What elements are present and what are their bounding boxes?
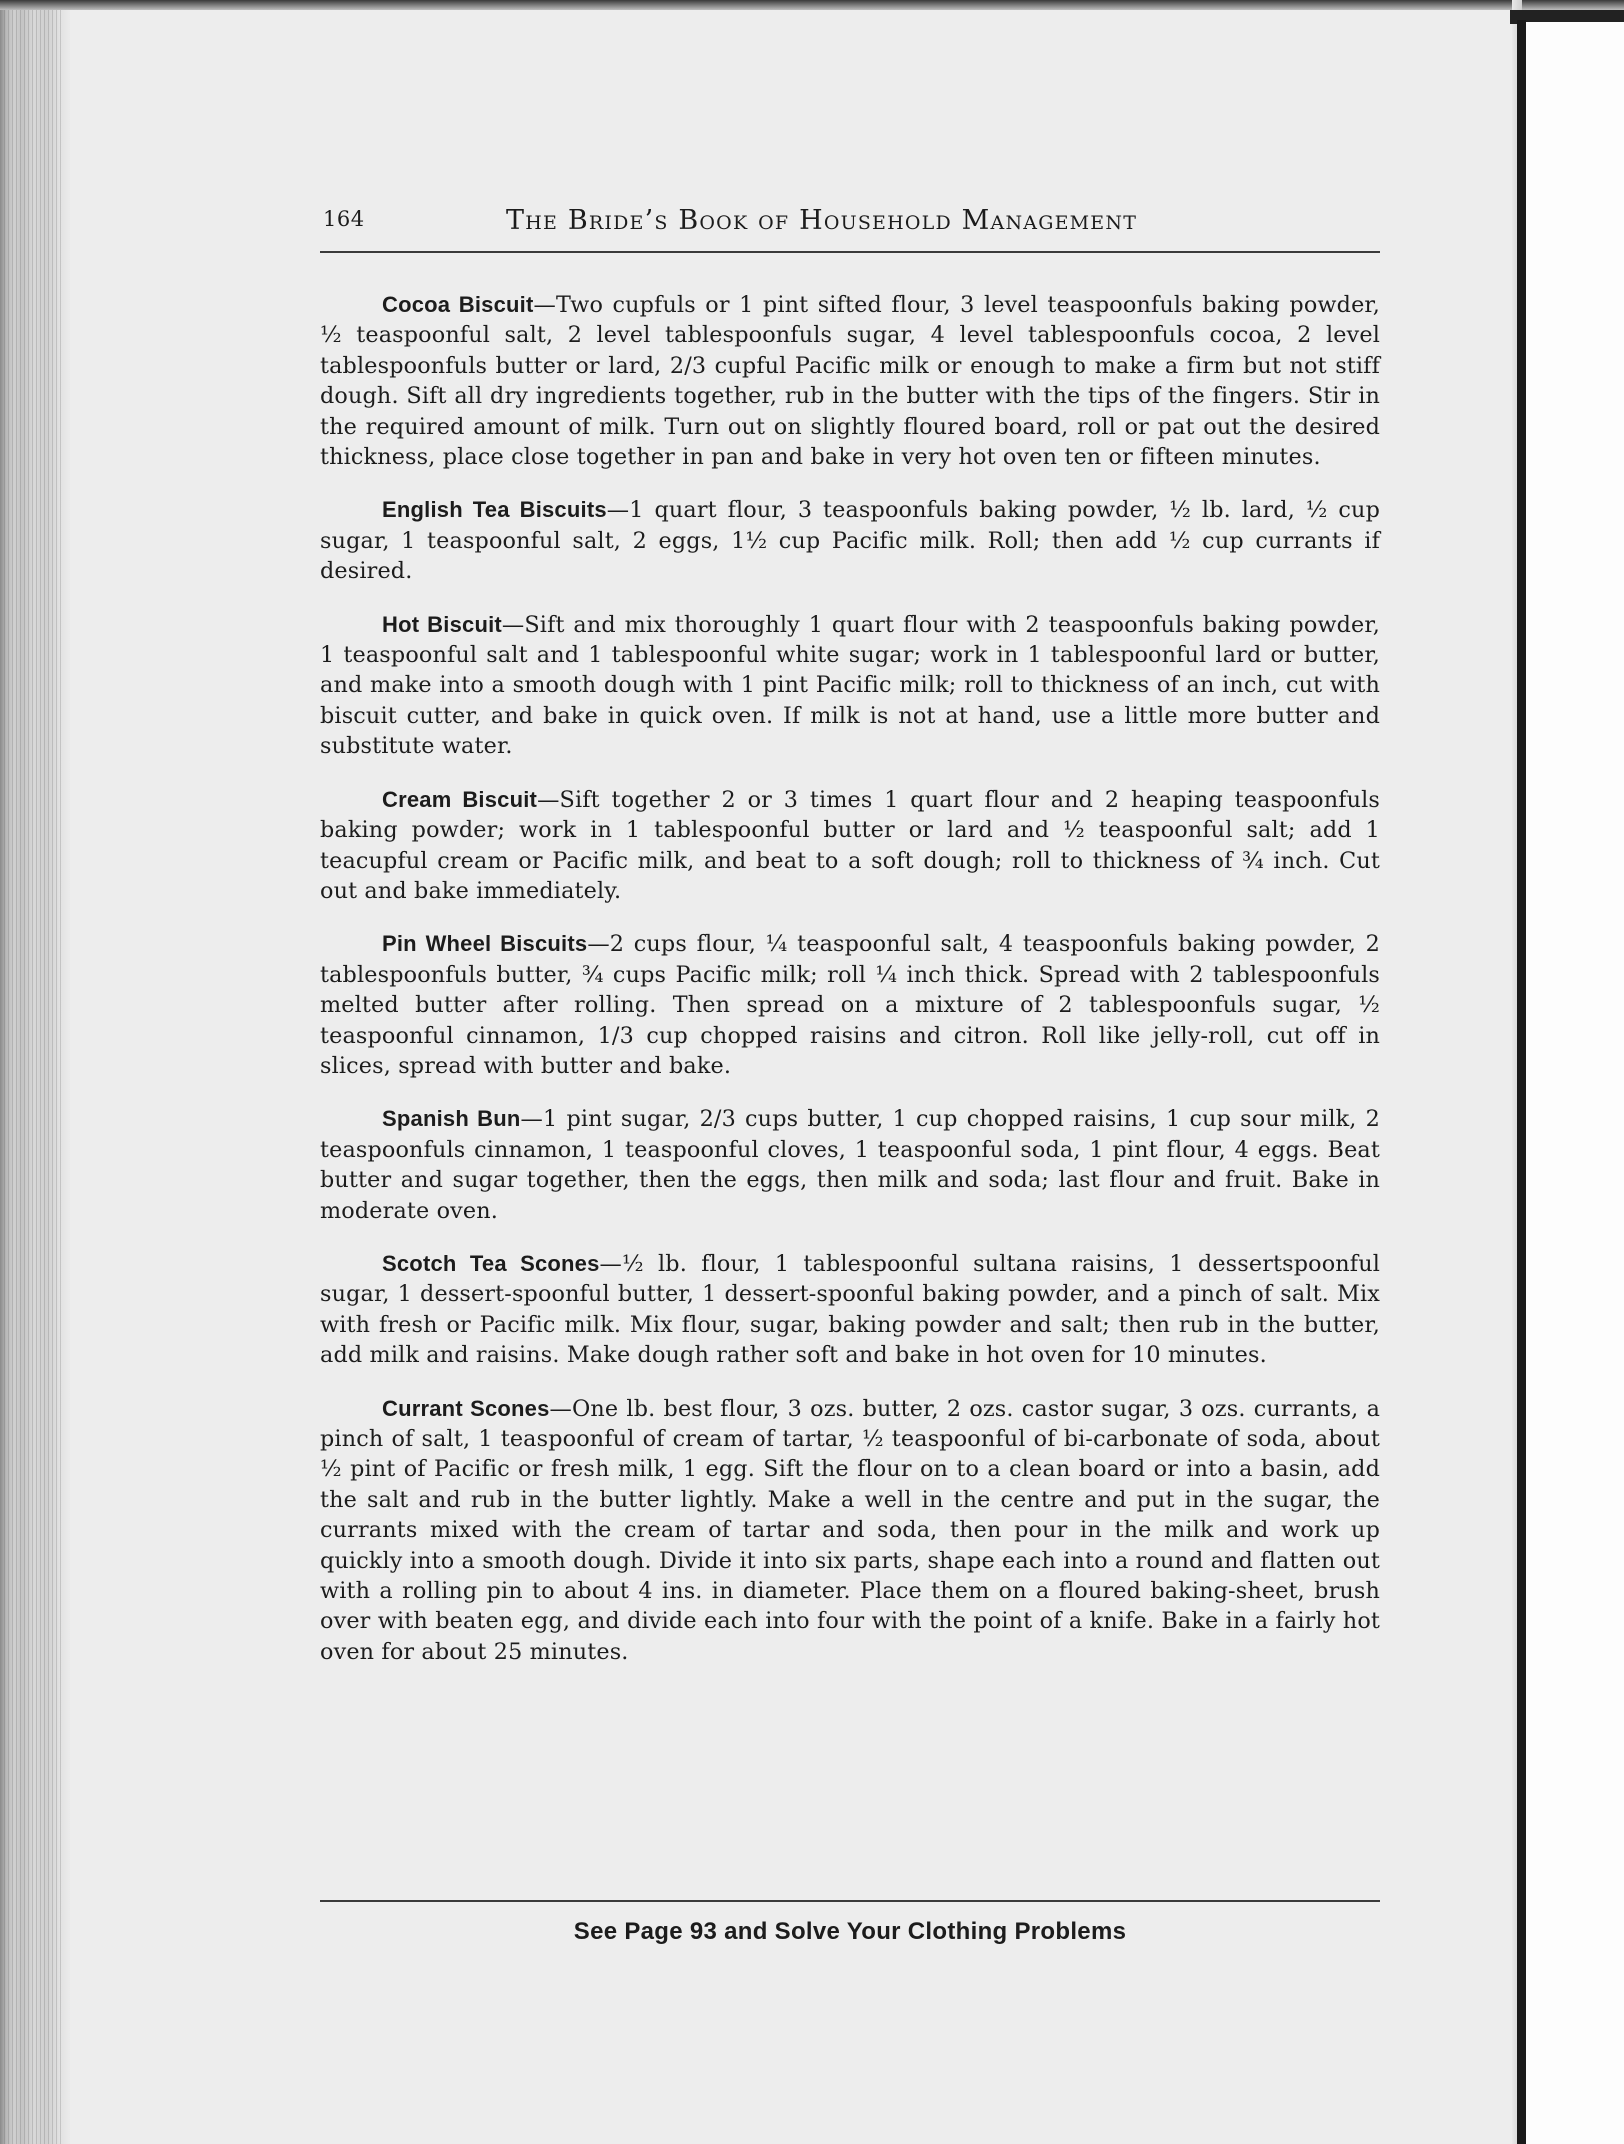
recipe-title: Pin Wheel Biscuits — [382, 931, 588, 957]
recipe-scotch-tea-scones — [320, 1249, 1380, 1371]
recipe-text: —Sift and mix thoroughly 1 quart flour with 2 teaspoonfuls baking powder, 1 teaspoonful salt and 1 tablespoonful white sugar; work in 1 tablespoonful lard or butter, and make into a smooth dough with 1 pint Pacific milk; roll to thickness of an inch, cut with biscuit cutter, and bake in quick oven. If milk is not at hand, use a little more butter and substitute water. — [320, 611, 1380, 760]
recipe-title: Hot Biscuit — [382, 611, 502, 637]
recipe-cocoa-biscuit — [320, 290, 1380, 472]
facing-page-sliver — [1526, 22, 1624, 2144]
recipe-text: —2 cups flour, ¼ teaspoonful salt, 4 teaspoonfuls baking powder, 2 tablespoonfuls butter, ¾ cups Pacific milk; roll ¼ inch thick. Spread with 2 tablespoonfuls melted butter after rolling. Then spread on a mixture of 2 tablespoonfuls sugar, ½ teaspoonful cinnamon, 1/3 cup chopped raisins and citron. Roll like jelly-roll, cut off in slices, spread with butter and bake. — [320, 931, 1380, 1079]
facing-page-border — [1517, 20, 1526, 2144]
recipe-text: —1 quart flour, 3 teaspoonfuls baking powder, ½ lb. lard, ½ cup sugar, 1 teaspoonful salt, 2 eggs, 1½ cup Pacific milk. Roll; then add ½ cup currants if desired. — [320, 497, 1380, 585]
recipe-cream-biscuit — [320, 785, 1380, 907]
recipe-pin-wheel-biscuits — [320, 929, 1380, 1081]
recipe-text: —Sift together 2 or 3 times 1 quart flour and 2 heaping teaspoonfuls baking powder; work in 1 tablespoonful butter or lard and ½ teaspoonful salt; add 1 teacupful cream or Pacific milk, and beat to a soft dough; roll to thickness of ¾ inch. Cut out and bake immediately. — [320, 786, 1380, 904]
footer-advert: See Page 93 and Solve Your Clothing Problems — [573, 1918, 1127, 1945]
recipe-text: —1 pint sugar, 2/3 cups butter, 1 cup chopped raisins, 1 cup sour milk, 2 teaspoonfuls cinnamon, 1 teaspoonful cloves, 1 teaspoonful soda, 1 pint flour, 4 eggs. Beat butter and sugar together, then the eggs, then milk and soda; last flour and fruit. Bake in moderate oven. — [320, 1106, 1381, 1224]
recipe-english-tea-biscuits — [320, 495, 1380, 586]
recipe-title: Scotch Tea Scones — [382, 1250, 600, 1276]
recipe-title: Cocoa Biscuit — [382, 292, 534, 317]
running-header — [320, 207, 1380, 247]
recipe-hot-biscuit — [320, 610, 1380, 762]
recipe-spanish-bun — [320, 1104, 1380, 1226]
recipe-title: English Tea Biscuits — [382, 497, 607, 523]
recipe-currant-scones — [320, 1394, 1380, 1668]
book-spine-edge — [0, 0, 70, 2144]
running-title: The Bride’s Book of Household Management — [506, 205, 1138, 236]
page-number: 164 — [323, 207, 365, 231]
recipe-text: —One lb. best flour, 3 ozs. butter, 2 ozs. castor sugar, 3 ozs. currants, a pinch of salt, 1 teaspoonful of cream of tartar, ½ teaspoonful of bi-carbonate of soda, about ½ pint of Pacific or fresh milk, 1 egg. Sift the flour on to a clean board or into a basin, add the salt and rub in the butter lightly. Make a well in the centre and put in the sugar, the currants mixed with the cream of tartar and soda, then pour in the milk and work up quickly into a smooth dough. Divide it into six parts, shape each into a round and flatten out with a rolling pin to about 4 ins. in diameter. Place them on a floured baking-sheet, brush over with beaten egg, and divide each into four with the point of a knife. Bake in a fairly hot oven for about 25 minutes. — [320, 1395, 1381, 1665]
footer-rule — [320, 1900, 1380, 1902]
page-edges-texture — [4, 0, 64, 2144]
recipe-title: Spanish Bun — [382, 1106, 521, 1132]
page-content — [320, 0, 1380, 2144]
recipe-title: Cream Biscuit — [382, 786, 538, 812]
recipe-title: Currant Scones — [382, 1395, 550, 1421]
header-rule — [320, 251, 1380, 253]
recipe-text: —Two cupfuls or 1 pint sifted flour, 3 level teaspoonfuls baking powder, ½ teaspoonful salt, 2 level tablespoonfuls sugar, 4 level tablespoonfuls cocoa, 2 level tablespoonfuls butter or lard, 2/3 cupful Pacific milk or enough to make a firm but not stiff dough. Sift all dry ingredients together, rub in the butter with the tips of the fingers. Stir in the required amount of milk. Turn out on slightly floured board, roll or pat out the desired thickness, place close together in pan and bake in very hot oven ten or fifteen minutes. — [320, 292, 1381, 471]
recipe-text: —½ lb. flour, 1 tablespoonful sultana raisins, 1 dessertspoonful sugar, 1 dessert-spoonful butter, 1 dessert-spoonful baking powder, and a pinch of salt. Mix with fresh or Pacific milk. Mix flour, sugar, baking powder and salt; then rub in the butter, add milk and raisins. Make dough rather soft and bake in hot oven for 10 minutes. — [320, 1250, 1380, 1369]
recipe-list — [320, 290, 1380, 1667]
